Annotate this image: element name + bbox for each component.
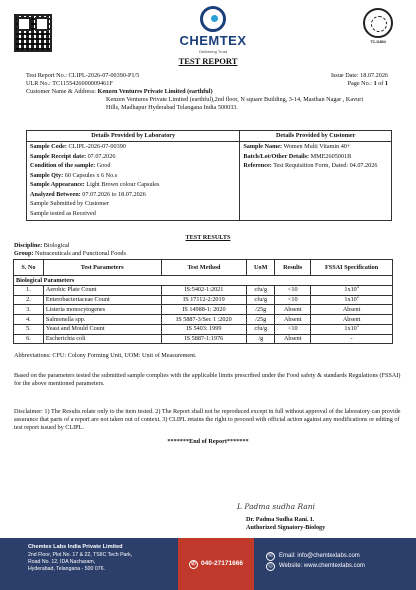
cell-method: IS 5887-3/Sec 1 :2020: [161, 315, 247, 325]
cell-result: Absent: [275, 315, 311, 325]
globe-icon: ◎: [266, 562, 275, 571]
table-row: [14, 324, 393, 334]
page-of: of: [378, 79, 384, 87]
cell-sno: 6.: [14, 334, 44, 344]
col-uom: UoM: [247, 260, 275, 276]
table-row: [14, 285, 393, 295]
footer-bar: [0, 538, 416, 590]
cell-param: Yeast and Mould Count: [43, 324, 161, 334]
footer-address-line: Road No. 12, IDA Nacharam,: [28, 558, 96, 565]
lab-detail-row: [30, 172, 236, 182]
cell-method: IS 5403: 1999: [161, 324, 247, 334]
qr-code: [14, 14, 52, 52]
cell-uom: cfu/g: [247, 285, 275, 295]
spec-base: 1x10: [344, 296, 357, 303]
footer-address-line: 2nd Floor, Plot No. 17 & 22, TSIIC Tech Park,: [28, 551, 133, 558]
accreditation-seal: [360, 8, 396, 44]
group-row: Biological Parameters: [14, 276, 393, 286]
discipline-value: Biological: [43, 242, 70, 249]
customer-label: Customer Name & Address:: [26, 87, 96, 95]
cell-uom: cfu/g: [247, 324, 275, 334]
cell-sno: 5.: [14, 324, 44, 334]
report-no-label: Test Report No.:: [26, 72, 67, 79]
cell-result: <10: [275, 295, 311, 305]
footer-contact: [266, 552, 365, 571]
signature: L Padma sudha Rani: [237, 502, 315, 511]
detail-label: Sample Appearance:: [30, 181, 85, 188]
report-meta: [26, 72, 296, 95]
cell-method: IS 5887-1:1976: [161, 334, 247, 344]
group-value: Nutraceuticals and Functional Foods: [35, 249, 126, 257]
compliance-note: Based on the parameters tested the submitted sample complies with the applicable limits prescribed under the Food safety & standards Regulations (FSSAI) for the above mentioned parameters.: [14, 372, 401, 387]
accreditation-seal-icon: [363, 8, 393, 38]
cell-method: IS:5402-1:2021: [161, 285, 247, 295]
lab-details-cell: [27, 142, 240, 221]
spec-base: 1x10: [344, 325, 357, 333]
phone-icon: ✆: [189, 560, 198, 569]
customer-name: Kenzen Ventures Private Limited (earthful): [97, 87, 213, 95]
detail-value: 07.07.2026 to 18.07.2026: [82, 190, 146, 198]
cell-result: Absent: [275, 334, 311, 344]
spec-base: 1x10: [344, 286, 357, 294]
detail-label: Reference:: [243, 162, 272, 169]
test-results-heading: TEST RESULTS: [185, 234, 231, 241]
footer-address-line: Hyderabad, Telangana - 500 076.: [28, 565, 105, 572]
spec-exponent: 3: [356, 323, 359, 329]
email-text: Email: info@chemtexlabs.com: [279, 553, 360, 559]
cell-param: Escherichia coli: [43, 334, 161, 344]
customer-detail-row: [243, 162, 388, 172]
detail-value: Light Brown colour Capsules: [86, 181, 160, 188]
lab-detail-row: [30, 162, 236, 172]
detail-value: Sample tested as Received: [30, 209, 96, 217]
disclaimer-note: Disclaimer: 1) The Results relate only to the item tested. 2) The Report shall not be reproduced except in full without approval of the laboratory can provide assurance that parts of a report are not taken out of context. 3) CLIPL retains the right to proceed with official action against any modifications or editing of test report issued by CLIPL.: [14, 408, 401, 431]
detail-value: Sample Submitted by Customer: [30, 200, 109, 207]
accreditation-code: TC-11804: [370, 40, 386, 44]
spec-exponent: 2: [356, 293, 359, 299]
cell-spec: [311, 324, 393, 334]
cell-result: Absent: [275, 305, 311, 315]
detail-value: Test Requisition Form, Dated: 04.07.2026: [273, 162, 378, 169]
issue-date-label: Issue Date:: [330, 72, 359, 79]
cell-spec: [311, 295, 393, 305]
spec-exponent: 4: [356, 284, 359, 290]
spec-base: -: [350, 335, 353, 342]
group-label: Group:: [14, 249, 34, 257]
footer-address: [28, 544, 178, 573]
table-row: [14, 315, 393, 325]
cell-param: Enterobacteriaceae Count: [43, 295, 161, 305]
end-of-report: *******End of Report*******: [167, 438, 249, 445]
page-label: Page No.:: [347, 79, 373, 87]
cell-spec: [311, 334, 393, 344]
report-meta-right: [331, 72, 388, 88]
footer-company: Chemtex Labs India Private Limited: [28, 544, 123, 550]
cell-sno: 3.: [14, 305, 44, 315]
cell-uom: /25g: [247, 305, 275, 315]
chemtex-logo: [158, 6, 268, 54]
spec-base: Absent: [342, 315, 361, 323]
discipline-label: Discipline:: [14, 242, 43, 249]
detail-value: Women Multi Vitamin 40+: [283, 143, 351, 150]
table-row: [14, 295, 393, 305]
detail-label: Sample Name:: [243, 143, 283, 150]
spec-base: Absent: [342, 305, 361, 313]
phone-number: 040-27171666: [201, 559, 243, 567]
report-no-value: CLIPL-2026-07-00390-P1/5: [68, 72, 140, 79]
col-spec: FSSAI Specification: [311, 260, 393, 276]
col-param: Test Parameters: [43, 260, 161, 276]
footer-website[interactable]: [266, 562, 365, 572]
cell-sno: 2.: [14, 295, 44, 305]
cell-spec: [311, 285, 393, 295]
cell-sno: 4.: [14, 315, 44, 325]
customer-address: Kenzen Ventures Private Limited (earthful),2nd floor, N square Building, 3-14, Masthan Nagar , Kavuri Hills, Madhapur Hyderabad Telangana India 500033.: [106, 96, 364, 111]
customer-details-cell: [240, 142, 392, 221]
customer-details-heading: Details Provided by Customer: [240, 131, 392, 142]
detail-label: Sample Code:: [30, 143, 67, 150]
results-table: [13, 259, 393, 344]
cell-result: <10: [275, 324, 311, 334]
cell-param: Listeria monocytogenes: [43, 305, 161, 315]
website-text: Website: www.chemtexlabs.com: [279, 562, 365, 569]
page-total: 1: [384, 79, 388, 87]
brand-name: CHEMTEX: [179, 33, 247, 48]
customer-detail-row: [243, 153, 388, 163]
customer-detail-row: [243, 143, 388, 153]
discipline-info: [14, 242, 126, 258]
table-row: [14, 305, 393, 315]
col-method: Test Method: [161, 260, 247, 276]
cell-method: IS 14988-1: 2020: [161, 305, 247, 315]
detail-label: Sample Qty:: [30, 171, 64, 179]
signatory-role: Authorized Signatory-Biology: [246, 524, 326, 531]
ulr-label: ULR No.:: [26, 79, 51, 87]
cell-result: <10: [275, 285, 311, 295]
lab-details-heading: Details Provided by Laboratory: [27, 131, 240, 142]
lab-detail-row: [30, 181, 236, 191]
cell-sno: 1.: [14, 285, 44, 295]
detail-value: MME2605001B: [310, 152, 352, 160]
issue-date-value: 18.07.2026: [360, 72, 388, 79]
col-results: Results: [275, 260, 311, 276]
report-title: TEST REPORT: [178, 56, 238, 66]
detail-value: CLIPL-2026-07-00390: [68, 143, 126, 150]
mail-icon: ✉: [266, 552, 275, 561]
ulr-value: TC1155426000009461F: [52, 79, 113, 87]
cell-spec: [311, 305, 393, 315]
table-row: [14, 334, 393, 344]
abbreviations-note: Abbreviations: CFU: Colony Forming Unit, UOM: Unit of Measurement.: [14, 352, 197, 359]
detail-value: 60 Capsules x 6 No.s: [64, 171, 118, 179]
cell-param: Salmonella spp.: [43, 315, 161, 325]
lab-detail-row: [30, 200, 236, 210]
detail-label: Analyzed Between:: [30, 190, 81, 198]
cell-uom: cfu/g: [247, 295, 275, 305]
lab-detail-row: [30, 143, 236, 153]
cell-param: Aerobic Plate Count: [43, 285, 161, 295]
lab-detail-row: [30, 153, 236, 163]
signatory-name: Dr. Padma Sudha Rani. I.: [246, 516, 315, 523]
detail-value: Good: [96, 162, 111, 169]
page-number: 1: [373, 79, 377, 87]
brand-tagline: Delivering Trust: [199, 49, 227, 55]
details-table: [26, 130, 392, 221]
cell-uom: /g: [247, 334, 275, 344]
lab-detail-row: [30, 210, 236, 220]
detail-label: Batch/Lot/Other Details:: [243, 152, 310, 160]
footer-email[interactable]: [266, 552, 365, 562]
detail-value: 07.07.2026: [87, 152, 116, 160]
col-sno: S. No: [14, 260, 44, 276]
logo-mark-icon: [200, 6, 226, 32]
lab-detail-row: [30, 191, 236, 201]
detail-label: Condition of the sample:: [30, 162, 96, 169]
footer-phone[interactable]: [178, 538, 254, 590]
cell-spec: [311, 315, 393, 325]
cell-uom: /25g: [247, 315, 275, 325]
detail-label: Sample Receipt date:: [30, 152, 87, 160]
cell-method: IS 17112-2:2019: [161, 295, 247, 305]
